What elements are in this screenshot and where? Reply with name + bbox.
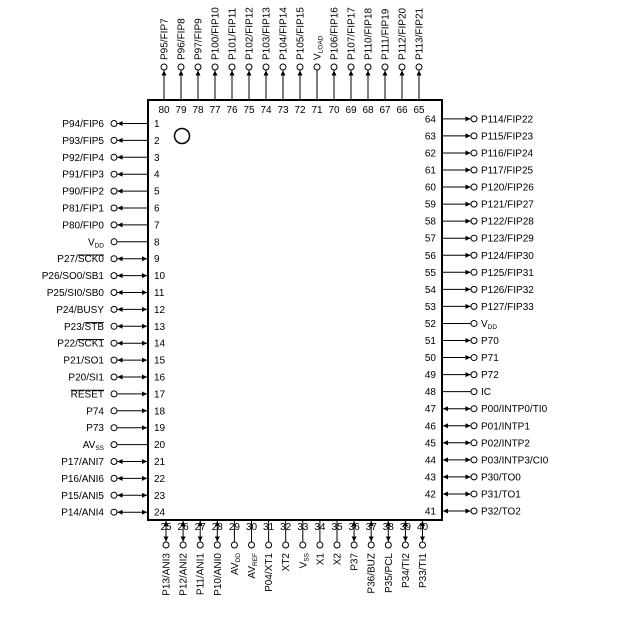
pin-number: 71 bbox=[311, 105, 323, 116]
pin-terminal bbox=[471, 133, 477, 139]
pin-6 bbox=[62, 204, 160, 215]
pin-number: 45 bbox=[424, 438, 436, 450]
pin-terminal bbox=[471, 286, 477, 292]
pin-label: P122/FIP28 bbox=[481, 216, 534, 228]
pin-terminal bbox=[212, 64, 218, 70]
pin-label: P111/FIP19 bbox=[380, 8, 392, 60]
pin-number: 26 bbox=[177, 522, 189, 533]
pin-label: P35/PCL bbox=[383, 553, 395, 594]
pin-7 bbox=[62, 220, 160, 231]
pin-label: P112/FIP20 bbox=[397, 7, 409, 60]
pin-number: 38 bbox=[382, 522, 394, 533]
pin-49 bbox=[425, 370, 499, 381]
pin-number: 63 bbox=[424, 131, 436, 143]
pin-19 bbox=[86, 423, 165, 434]
pin-number: 39 bbox=[399, 522, 411, 533]
pin-14 bbox=[57, 339, 165, 350]
pin-number: 25 bbox=[160, 522, 172, 533]
pin-8 bbox=[88, 237, 160, 249]
pin-35 bbox=[331, 521, 343, 565]
pin-number: 50 bbox=[424, 353, 436, 365]
pin-number: 14 bbox=[154, 338, 166, 350]
pin-terminal bbox=[111, 154, 117, 160]
pin-12 bbox=[56, 305, 165, 316]
pin-number: 65 bbox=[413, 105, 425, 116]
pin-number: 42 bbox=[424, 489, 436, 501]
chip-package bbox=[148, 100, 442, 520]
pin-label: P34/TI2 bbox=[400, 553, 412, 589]
pin-terminal bbox=[297, 64, 303, 70]
pin-label: P33/TI1 bbox=[418, 553, 429, 589]
pin-terminal bbox=[111, 205, 117, 211]
pin-34 bbox=[314, 521, 326, 565]
pin-label: P104/FIP14 bbox=[278, 7, 290, 60]
pin-terminal bbox=[161, 64, 167, 70]
pin-terminal bbox=[263, 64, 269, 70]
pin-label: $AV_{DD}$ bbox=[229, 553, 242, 575]
pin-10 bbox=[42, 271, 166, 282]
pin-39 bbox=[400, 521, 412, 588]
pin-number: 46 bbox=[424, 421, 436, 433]
pin-terminal bbox=[471, 150, 477, 156]
pin-38 bbox=[383, 521, 395, 593]
pin-4 bbox=[62, 170, 160, 181]
pin-label: P81/FIP1 bbox=[62, 203, 104, 215]
pin-terminal bbox=[163, 542, 169, 548]
pin-15 bbox=[63, 356, 165, 367]
pin-terminal bbox=[471, 474, 477, 480]
pin-terminal bbox=[111, 239, 117, 245]
pin-terminal bbox=[111, 290, 117, 296]
pin-30 bbox=[246, 521, 259, 579]
pin-terminal bbox=[399, 64, 405, 70]
pin-terminal bbox=[111, 374, 117, 380]
pin-terminal bbox=[471, 201, 477, 207]
pin-number: 36 bbox=[348, 522, 360, 533]
pin-number: 80 bbox=[158, 105, 170, 116]
pin-label: P10/ANI0 bbox=[212, 553, 224, 596]
pin-terminal bbox=[471, 235, 477, 241]
pin-label: P17/ANI7 bbox=[61, 457, 104, 468]
pin-number: 20 bbox=[154, 440, 166, 452]
pin-terminal bbox=[471, 440, 477, 446]
pin-terminal bbox=[471, 406, 477, 412]
pin-label: RESET bbox=[70, 389, 104, 401]
pin-terminal bbox=[249, 542, 255, 548]
pin-label: X1 bbox=[315, 553, 327, 566]
pin-terminal bbox=[471, 303, 477, 309]
pin-number: 73 bbox=[277, 105, 289, 116]
pin-23 bbox=[61, 491, 165, 502]
pin-number: 56 bbox=[424, 250, 436, 262]
pin-label: P123/FIP29 bbox=[481, 233, 534, 245]
pin-terminal bbox=[351, 542, 357, 548]
pin-label: $V_{LOAD}$ bbox=[312, 35, 325, 60]
pin-label: P03/INTP3/CI0 bbox=[481, 455, 549, 467]
pin-80 bbox=[158, 18, 170, 116]
pin-label: P100/FIP10 bbox=[210, 7, 222, 60]
pin-number: 2 bbox=[154, 135, 160, 147]
pin-label: P37 bbox=[349, 553, 361, 571]
pin-label: P92/FIP4 bbox=[62, 152, 104, 164]
pin-terminal bbox=[471, 389, 477, 395]
pin-31 bbox=[263, 521, 275, 592]
pin-terminal bbox=[471, 167, 477, 173]
pin-46 bbox=[425, 421, 530, 432]
pin-label: P110/FIP18 bbox=[363, 7, 375, 60]
pin-label: P116/FIP24 bbox=[481, 148, 534, 160]
pin-number: 1 bbox=[154, 119, 160, 130]
pin-label: XT2 bbox=[281, 553, 293, 572]
pin-label: P04/XT1 bbox=[264, 553, 276, 592]
pin-terminal bbox=[111, 222, 117, 228]
pin-label: P121/FIP27 bbox=[481, 199, 534, 211]
pin-number: 16 bbox=[154, 372, 166, 384]
pin-label: P124/FIP30 bbox=[481, 250, 534, 262]
pin-terminal bbox=[111, 273, 117, 279]
pin-number: 55 bbox=[424, 267, 436, 279]
pin-terminal bbox=[471, 372, 477, 378]
pin-label: P113/FIP21 bbox=[414, 7, 426, 60]
pin-terminal bbox=[111, 306, 117, 312]
pin-number: 29 bbox=[228, 522, 240, 533]
pin-label: $V_{DD}$ bbox=[87, 237, 104, 250]
pin-number: 59 bbox=[424, 199, 436, 211]
pin-terminal bbox=[266, 542, 272, 548]
pin-terminal bbox=[111, 357, 117, 363]
pin-label: P74 bbox=[86, 406, 104, 418]
pin-terminal bbox=[416, 64, 422, 70]
pin-number: 74 bbox=[260, 105, 272, 116]
pin-label: P32/TO2 bbox=[481, 506, 521, 518]
pin-label: P26/SO0/SB1 bbox=[41, 271, 104, 283]
pin-label: P96/FIP8 bbox=[176, 18, 188, 60]
pin-20 bbox=[83, 440, 166, 452]
pin-terminal bbox=[111, 188, 117, 194]
pin-label: P117/FIP25 bbox=[481, 165, 534, 177]
pin-label: P114/FIP22 bbox=[481, 114, 534, 126]
pin-number: 30 bbox=[245, 522, 258, 533]
pin-number: 72 bbox=[294, 105, 306, 116]
pin-number: 67 bbox=[379, 105, 391, 116]
pin-label: P36/BUZ bbox=[366, 553, 378, 594]
pin-number: 37 bbox=[365, 522, 377, 533]
pin-label: P127/FIP33 bbox=[481, 301, 534, 313]
pin-50 bbox=[425, 353, 499, 364]
pin-label: P25/SI0/SB0 bbox=[46, 288, 104, 299]
pin-terminal bbox=[214, 542, 220, 548]
pin-terminal bbox=[231, 542, 237, 548]
pin-43 bbox=[425, 472, 521, 483]
pin-terminal bbox=[365, 64, 371, 70]
pin-label: P70 bbox=[481, 336, 499, 347]
pin-terminal bbox=[471, 252, 477, 258]
pin-number: 3 bbox=[154, 152, 160, 164]
pin-number: 43 bbox=[424, 472, 436, 484]
pin-label: P101/FIP11 bbox=[227, 7, 239, 60]
pin-terminal bbox=[471, 320, 477, 326]
pin-terminal bbox=[471, 218, 477, 224]
pin-terminal bbox=[111, 425, 117, 431]
pin-terminal bbox=[331, 64, 337, 70]
pin-label: P105/FIP15 bbox=[295, 7, 307, 60]
pin-27 bbox=[195, 521, 207, 595]
pin-label: P115/FIP23 bbox=[481, 131, 534, 143]
pin-52 bbox=[425, 319, 497, 331]
pin-number: 19 bbox=[154, 423, 166, 435]
pin-number: 9 bbox=[154, 254, 160, 266]
pin-terminal bbox=[111, 391, 117, 397]
pin-terminal bbox=[382, 64, 388, 70]
pin-label: P21/SO1 bbox=[63, 355, 104, 367]
pin-number: 62 bbox=[424, 148, 436, 160]
pin-terminal bbox=[111, 459, 117, 465]
pin-label: P106/FIP16 bbox=[329, 7, 341, 60]
pin-terminal bbox=[111, 509, 117, 515]
pin-label: P107/FIP17 bbox=[346, 7, 358, 60]
pin-label: P72 bbox=[481, 370, 499, 382]
pin-number: 48 bbox=[424, 387, 436, 399]
pin-2 bbox=[62, 136, 160, 147]
pin-number: 78 bbox=[192, 105, 204, 116]
pin-terminal bbox=[317, 542, 323, 548]
pin-label: P73 bbox=[86, 423, 104, 435]
pin-terminal bbox=[111, 121, 117, 127]
pin-number: 5 bbox=[154, 186, 160, 198]
pin-78 bbox=[192, 18, 204, 116]
pin-44 bbox=[425, 455, 549, 466]
pin-terminal bbox=[471, 355, 477, 361]
pin-number: 17 bbox=[154, 389, 166, 401]
pin-terminal bbox=[111, 408, 117, 414]
pin-79 bbox=[175, 18, 187, 116]
pin-number: 15 bbox=[154, 355, 166, 367]
pin-terminal bbox=[348, 64, 354, 70]
pin-number: 64 bbox=[424, 114, 436, 126]
pin1-marker bbox=[175, 129, 190, 144]
pin-terminal bbox=[280, 64, 286, 70]
pin-number: 75 bbox=[243, 105, 255, 116]
pin-number: 52 bbox=[424, 318, 436, 330]
pin-number: 21 bbox=[154, 457, 166, 468]
pin-label: P95/FIP7 bbox=[159, 18, 171, 60]
pin-32 bbox=[280, 521, 292, 571]
pin-number: 13 bbox=[154, 321, 166, 333]
pin-number: 57 bbox=[424, 233, 436, 245]
pin-label: P126/FIP32 bbox=[481, 284, 534, 296]
pin-terminal bbox=[229, 64, 235, 70]
pin-number: 53 bbox=[424, 301, 436, 313]
pin-label: P23/STB bbox=[63, 321, 104, 333]
pin-label: P71 bbox=[481, 353, 499, 365]
pin-terminal bbox=[180, 542, 186, 548]
pin-5 bbox=[62, 187, 160, 198]
pin-terminal bbox=[368, 542, 374, 548]
pin-label: P02/INTP2 bbox=[481, 438, 530, 450]
pin-number: 27 bbox=[194, 522, 206, 533]
pin-number: 44 bbox=[424, 455, 436, 467]
pin-label: P27/SCK0 bbox=[57, 254, 104, 266]
pin-terminal bbox=[471, 423, 477, 429]
pin-terminal bbox=[300, 542, 306, 548]
pin-number: 58 bbox=[424, 216, 436, 228]
pin-label: $V_{SS}$ bbox=[298, 553, 311, 569]
pin-25 bbox=[160, 521, 172, 596]
pin-1 bbox=[62, 119, 160, 130]
pin-45 bbox=[425, 438, 530, 449]
pin-label: P80/FIP0 bbox=[62, 220, 104, 232]
pin-number: 60 bbox=[424, 182, 436, 194]
pin-24 bbox=[61, 508, 165, 519]
pin-33 bbox=[297, 521, 310, 568]
pin-terminal bbox=[314, 64, 320, 70]
pin-label: P14/ANI4 bbox=[61, 507, 104, 519]
pin-label: P12/ANI2 bbox=[178, 553, 190, 596]
pin-terminal bbox=[334, 542, 340, 548]
pin-label: P90/FIP2 bbox=[62, 186, 104, 198]
pin-number: 79 bbox=[175, 105, 187, 116]
pin-number: 35 bbox=[331, 522, 343, 533]
pin-number: 68 bbox=[362, 105, 374, 116]
pin-41 bbox=[425, 507, 521, 518]
pin-17 bbox=[71, 389, 166, 400]
pin-number: 8 bbox=[154, 237, 160, 249]
pin-number: 47 bbox=[424, 404, 436, 416]
pin-label: $AV_{REF}$ bbox=[247, 553, 259, 579]
pin-number: 70 bbox=[328, 105, 340, 116]
pin-number: 54 bbox=[424, 284, 436, 296]
pin-label: P01/INTP1 bbox=[481, 421, 530, 433]
pin-terminal bbox=[420, 542, 426, 548]
pin-label: P22/SCK1 bbox=[57, 338, 104, 350]
pin-number: 51 bbox=[424, 336, 436, 347]
pin-terminal bbox=[195, 64, 201, 70]
pin-label: P00/INTP0/TI0 bbox=[481, 404, 548, 416]
pin-terminal bbox=[283, 542, 289, 548]
pin-number: 18 bbox=[154, 406, 166, 418]
pin-16 bbox=[68, 373, 165, 384]
pin-number: 34 bbox=[314, 522, 326, 533]
pin-71 bbox=[311, 35, 324, 116]
pin-label: P120/FIP26 bbox=[481, 182, 534, 194]
pin-label: $AV_{SS}$ bbox=[82, 440, 104, 453]
pin-label: IC bbox=[481, 387, 491, 399]
pin-21 bbox=[61, 457, 165, 468]
pin-terminal bbox=[246, 64, 252, 70]
pin-29 bbox=[229, 521, 242, 575]
pin-number: 4 bbox=[154, 169, 160, 181]
pin-number: 49 bbox=[424, 370, 436, 382]
pin-number: 28 bbox=[211, 522, 223, 533]
pin-18 bbox=[86, 406, 165, 417]
pin-label: P94/FIP6 bbox=[62, 119, 104, 130]
pin-terminal bbox=[471, 457, 477, 463]
pin-terminal bbox=[471, 508, 477, 514]
pin-label: P125/FIP31 bbox=[481, 267, 534, 279]
pin-terminal bbox=[111, 475, 117, 481]
pin-number: 41 bbox=[424, 506, 436, 518]
pin-label: P11/ANI1 bbox=[195, 553, 207, 596]
pin-42 bbox=[425, 489, 521, 500]
pin-terminal bbox=[111, 492, 117, 498]
pin-26 bbox=[178, 521, 190, 596]
pin-36 bbox=[349, 521, 361, 571]
pin-number: 33 bbox=[297, 522, 309, 533]
pin-label: P30/TO0 bbox=[481, 472, 521, 484]
pin-label: P24/BUSY bbox=[56, 304, 104, 316]
pin-3 bbox=[62, 153, 160, 164]
pin-number: 40 bbox=[416, 522, 429, 533]
pin-label: P13/ANI3 bbox=[161, 553, 173, 596]
pin-number: 23 bbox=[154, 490, 166, 502]
pin-number: 76 bbox=[226, 105, 238, 116]
pin-28 bbox=[212, 521, 224, 596]
pin-terminal bbox=[385, 542, 391, 548]
pin-terminal bbox=[178, 64, 184, 70]
pin-label: P93/FIP5 bbox=[62, 135, 104, 147]
pin-9 bbox=[57, 254, 160, 265]
pin-37 bbox=[366, 521, 378, 594]
pin-51 bbox=[425, 336, 499, 347]
pin-number: 6 bbox=[154, 203, 160, 215]
pin-terminal bbox=[111, 137, 117, 143]
pin-22 bbox=[61, 474, 165, 485]
pin-number: 77 bbox=[209, 105, 221, 116]
pin-label: P103/FIP13 bbox=[261, 7, 273, 60]
pin-13 bbox=[64, 322, 166, 333]
pin-number: 22 bbox=[154, 473, 166, 485]
pin-number: 12 bbox=[154, 304, 166, 316]
pin-48 bbox=[425, 387, 491, 398]
pin-number: 10 bbox=[154, 271, 166, 283]
pin-terminal bbox=[471, 338, 477, 344]
pin-number: 61 bbox=[424, 165, 436, 177]
pin-label: $V_{DD}$ bbox=[481, 318, 498, 331]
pin-number: 11 bbox=[154, 288, 165, 299]
pin-terminal bbox=[111, 256, 117, 262]
pin-terminal bbox=[471, 269, 477, 275]
pin-terminal bbox=[471, 491, 477, 497]
pin-number: 31 bbox=[263, 522, 275, 533]
pin-label: P97/FIP9 bbox=[193, 18, 205, 60]
pin-terminal bbox=[111, 340, 117, 346]
pin-label: P20/SI1 bbox=[68, 372, 104, 384]
pin-label: P31/TO1 bbox=[481, 489, 521, 501]
pin-label: X2 bbox=[332, 553, 344, 566]
pin-label: P102/FIP12 bbox=[244, 7, 256, 60]
pin-terminal bbox=[111, 323, 117, 329]
pin-number: 69 bbox=[345, 105, 357, 116]
pin-number: 24 bbox=[154, 507, 166, 519]
pin-terminal bbox=[471, 184, 477, 190]
pin-terminal bbox=[111, 171, 117, 177]
pin-terminal bbox=[402, 542, 408, 548]
pin-terminal bbox=[471, 116, 477, 122]
pin-terminal bbox=[197, 542, 203, 548]
pin-label: P15/ANI5 bbox=[61, 490, 104, 502]
pin-47 bbox=[425, 404, 548, 415]
pin-number: 32 bbox=[280, 522, 292, 533]
pin-40 bbox=[417, 521, 429, 588]
pin-label: P91/FIP3 bbox=[62, 169, 104, 181]
pin-number: 66 bbox=[396, 105, 408, 116]
pin-terminal bbox=[111, 442, 117, 448]
pin-number: 7 bbox=[154, 220, 160, 232]
pin-label: P16/ANI6 bbox=[61, 473, 104, 485]
